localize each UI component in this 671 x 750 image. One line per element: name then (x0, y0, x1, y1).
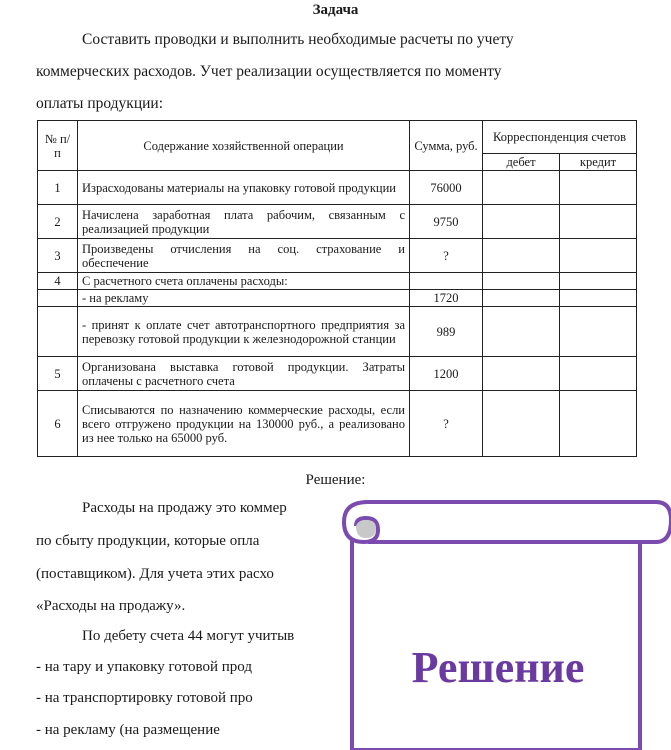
row-desc: Списываются по назначению коммерческие расходы, если всего отгружено продукции на 130000 руб., а реализовано из нее только на 65000 руб. (78, 391, 410, 457)
solution-line-2: по сбыту продукции, которые опла (36, 533, 260, 549)
row-credit (560, 239, 637, 273)
row-num: 2 (38, 205, 78, 239)
row-credit (560, 307, 637, 357)
table-row (38, 290, 637, 307)
table-row (38, 391, 637, 457)
row-desc: Произведены отчисления на соц. страхование и обеспечение (78, 239, 410, 273)
row-sum: 9750 (410, 205, 483, 239)
scroll-top-roll (368, 502, 671, 542)
row-sum: ? (410, 239, 483, 273)
scroll-graphic (338, 492, 671, 750)
header-sum: Сумма, руб. (410, 121, 483, 171)
row-desc: Организована выставка готовой продукции. Затраты оплачены с расчетного счета (78, 357, 410, 391)
header-content: Содержание хозяйственной операции (78, 121, 410, 171)
solution-scroll-banner (338, 492, 671, 750)
intro-line-2: коммерческих расходов. Учет реализации осуществляется по моменту (36, 63, 502, 80)
row-desc: - на рекламу (78, 290, 410, 307)
row-debit (483, 239, 560, 273)
table-row (38, 239, 637, 273)
row-credit (560, 391, 637, 457)
row-sum: 76000 (410, 171, 483, 205)
row-debit (483, 171, 560, 205)
solution-line-7: - на транспортировку готовой про (36, 690, 253, 706)
solution-line-1: Расходы на продажу это коммер (82, 500, 287, 516)
row-desc: С расчетного счета оплачены расходы: (78, 273, 410, 290)
table-row (38, 273, 637, 290)
row-sum (410, 273, 483, 290)
row-num: 4 (38, 273, 78, 290)
row-num: 6 (38, 391, 78, 457)
row-sum: ? (410, 391, 483, 457)
table-row (38, 357, 637, 391)
row-debit (483, 205, 560, 239)
header-correspondence: Корреспонденция счетов (483, 121, 637, 154)
scroll-curl-shade (356, 520, 376, 538)
row-credit (560, 290, 637, 307)
row-credit (560, 205, 637, 239)
task-intro (36, 24, 636, 120)
row-sum: 1720 (410, 290, 483, 307)
solution-label: Решение: (305, 472, 366, 488)
solution-line-4: «Расходы на продажу». (36, 598, 186, 614)
row-num: 1 (38, 171, 78, 205)
table-row (38, 307, 637, 357)
row-desc: - принят к оплате счет автотранспортного предприятия за перевозку готовой продукции к железнодорожной станции (78, 307, 410, 357)
row-num: 3 (38, 239, 78, 273)
solution-line-5: По дебету счета 44 могут учитыв (82, 628, 295, 644)
row-num (38, 307, 78, 357)
banner-text: Решение (411, 643, 585, 692)
row-desc: Израсходованы материалы на упаковку готовой продукции (78, 171, 410, 205)
row-desc: Начислена заработная плата рабочим, связанным с реализацией продукции (78, 205, 410, 239)
header-num: № п/п (38, 121, 78, 171)
intro-line-1: Составить проводки и выполнить необходимые расчеты по учету (82, 31, 514, 48)
header-credit: кредит (560, 154, 637, 171)
row-sum: 1200 (410, 357, 483, 391)
solution-line-8: - на рекламу (на размещение (36, 722, 220, 738)
solution-line-3: (поставщиком). Для учета этих расхо (36, 566, 274, 582)
intro-line-3: оплаты продукции: (36, 95, 164, 112)
row-debit (483, 273, 560, 290)
table-row (38, 205, 637, 239)
row-credit (560, 273, 637, 290)
row-debit (483, 357, 560, 391)
solution-line-6: - на тару и упаковку готовой прод (36, 659, 252, 675)
table-row (38, 171, 637, 205)
row-sum: 989 (410, 307, 483, 357)
row-num: 5 (38, 357, 78, 391)
operations-table (37, 120, 637, 457)
header-debit: дебет (483, 154, 560, 171)
row-credit (560, 357, 637, 391)
row-debit (483, 290, 560, 307)
row-credit (560, 171, 637, 205)
row-num (38, 290, 78, 307)
row-debit (483, 391, 560, 457)
row-debit (483, 307, 560, 357)
scroll-body (352, 520, 640, 750)
task-title: Задача (312, 2, 359, 18)
